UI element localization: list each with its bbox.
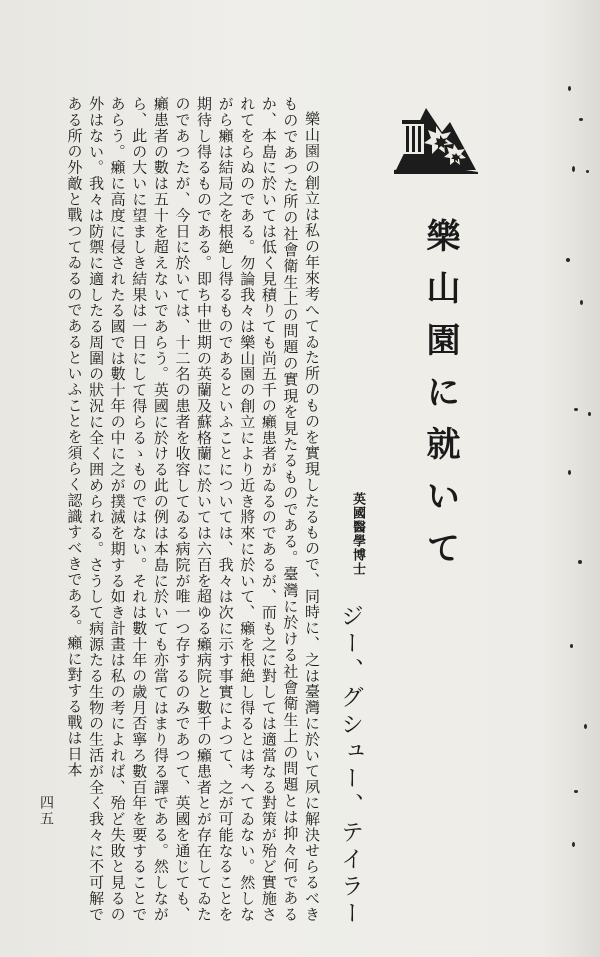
print-speck [570,644,573,648]
print-speck [586,170,589,173]
print-speck [572,842,575,847]
print-speck [572,166,575,172]
print-speck [568,86,571,91]
print-speck [574,408,578,411]
print-speck [584,724,587,729]
page-number: 四五 [38,795,54,827]
author-name: ジー、グシュー、テイラー [337,604,363,928]
print-speck [574,790,578,793]
print-speck [588,412,591,416]
print-speck [579,118,583,121]
mountain-leaves-ornament-icon [392,102,478,174]
article-body [60,96,322,922]
page-binding-shadow [540,0,600,957]
print-speck [566,258,570,262]
article-title: 樂山園に就いて [420,218,460,582]
author-affiliation: 英國醫學博士 [350,492,365,576]
print-speck [578,560,582,564]
print-speck [580,300,583,305]
body-paragraph: 樂山園の創立は私の年來考へてゐた所のものを實現したるもので、同時に、之は臺灣に於いて夙に解決せらるべきものであつた所の社會衛生上の問題の實現を見たるものである。臺灣に於ける社會衛生上の問題とは抑々何であるか、本島に於いては低く見積りても尚五千の癩患者がゐるのであるが、而も之に對しては適當なる對策が殆ど實施されてをらぬのである。勿論我々は樂山園の創立により近き將來に於いて、癩を根絶し得るとは考へてゐない。然しながら癩は結局之を根絶し得るものであるといふことについては、我々は次に示す事實によつて、之が可能なることを期待し得るものである。即ち中世期の英蘭及蘇格蘭に於いては六百を超ゆる癩病院と數千の癩患者とが存在してゐたのであつたが、今日に於いては、十二名の患者を收容してゐる病院が唯一つ存するのみであつて、英國を通じても、癩患者の數は五十を超えないであらう。英國に於ける此の例は本島に於いても亦當てはまり得る譯である。然しながら、此の大いに望ましき結果は一日にして得らるゝものではない。それは數十年の歳月否寧ろ數百年を要することであらう。癩に高度に侵されたる國では數十年の中に之が撲滅を期する如き計畫は私の考によれば、殆ど失敗と見るの外はない。我々は防禦に適したる周圍の狀況に全く囲められる。さうして病源たる生物の生活が全く我々に不可解である所の外敵と戰つてゐるのであるといふことを須らく認識すべきである。癩に對する戰は日本 [65,96,321,922]
print-speck [568,470,571,475]
